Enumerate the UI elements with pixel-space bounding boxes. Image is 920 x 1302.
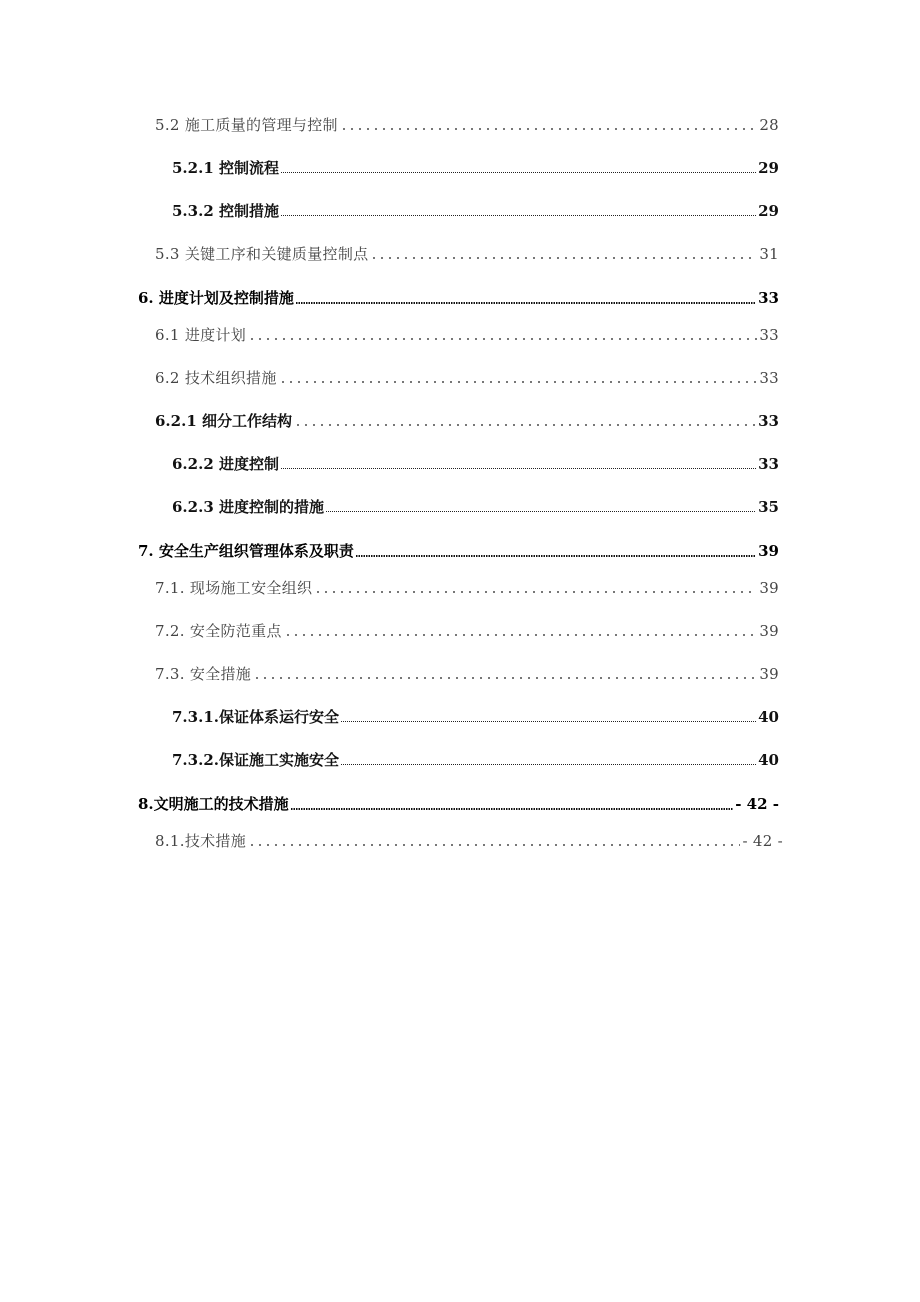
toc-entry[interactable] <box>155 325 779 345</box>
toc-entry-page: 33 <box>758 412 779 430</box>
toc-entry-label: 5.2.1 控制流程 <box>172 159 279 177</box>
toc-entry[interactable] <box>155 664 779 684</box>
toc-entry-label: 6. 进度计划及控制措施 <box>138 289 294 307</box>
toc-entry[interactable] <box>155 621 779 641</box>
toc-leader-dots <box>281 201 756 221</box>
toc-entry-page: 33 <box>759 369 779 387</box>
toc-entry-page: 33 <box>759 326 779 344</box>
toc-entry-label: 7.1. 现场施工安全组织 <box>155 579 313 597</box>
toc-entry-page: 39 <box>759 579 779 597</box>
toc-entry[interactable] <box>138 541 779 561</box>
toc-entry[interactable] <box>172 454 779 474</box>
toc-entry[interactable] <box>155 244 779 264</box>
toc-entry[interactable] <box>172 158 779 178</box>
toc-entry-page: - 42 - <box>742 832 783 850</box>
toc-entry-label: 6.1 进度计划 <box>155 326 247 344</box>
toc-leader-dots <box>281 158 756 178</box>
toc-entry[interactable] <box>138 288 779 308</box>
toc-entry[interactable] <box>172 707 779 727</box>
toc-leader-dots <box>314 578 757 598</box>
toc-entry-page: 29 <box>758 202 779 220</box>
toc-leader-dots <box>248 325 757 345</box>
toc-leader-dots <box>253 664 757 684</box>
toc-entry-label: 7.2. 安全防范重点 <box>155 622 282 640</box>
toc-entry-page: 39 <box>759 622 779 640</box>
toc-entry-label: 5.3 关键工序和关键质量控制点 <box>155 245 369 263</box>
toc-entry[interactable] <box>172 497 779 517</box>
toc-entry-label: 6.2.1 细分工作结构 <box>155 412 292 430</box>
toc-leader-dots <box>370 244 757 264</box>
toc-entry-page: 33 <box>758 455 779 473</box>
toc-entry-page: 33 <box>758 289 779 307</box>
toc-leader-dots <box>284 621 758 641</box>
toc-entry-label: 7.3.2.保证施工实施安全 <box>172 751 339 769</box>
toc-entry-page: 39 <box>759 665 779 683</box>
toc-entry[interactable] <box>138 794 779 814</box>
toc-leader-dots <box>248 831 740 851</box>
toc-entry-page: 35 <box>758 498 779 516</box>
toc-leader-dots <box>294 411 756 431</box>
toc-entry-label: 5.2 施工质量的管理与控制 <box>155 116 338 134</box>
toc-entry-page: 29 <box>758 159 779 177</box>
toc-leader-dots <box>340 115 757 135</box>
toc-leader-dots <box>296 288 756 308</box>
toc-entry-label: 6.2.3 进度控制的措施 <box>172 498 324 516</box>
toc-entry-label: 5.3.2 控制措施 <box>172 202 279 220</box>
toc-entry-page: 40 <box>758 708 779 726</box>
toc-entry-page: 28 <box>759 116 779 134</box>
toc-entry-label: 8.文明施工的技术措施 <box>138 795 289 813</box>
toc-entry[interactable] <box>155 578 779 598</box>
toc-entry-page: 31 <box>759 245 779 263</box>
toc-entry[interactable] <box>155 831 783 851</box>
toc-leader-dots <box>281 454 756 474</box>
toc-entry-page: 40 <box>758 751 779 769</box>
toc-leader-dots <box>356 541 756 561</box>
toc-entry-label: 8.1.技术措施 <box>155 832 247 850</box>
toc-leader-dots <box>341 707 756 727</box>
toc-entry[interactable] <box>172 201 779 221</box>
toc-entry-label: 7.3. 安全措施 <box>155 665 252 683</box>
toc-entry-label: 6.2.2 进度控制 <box>172 455 279 473</box>
toc-leader-dots <box>341 750 756 770</box>
toc-leader-dots <box>291 794 734 814</box>
toc-entry-label: 6.2 技术组织措施 <box>155 369 277 387</box>
toc-leader-dots <box>326 497 756 517</box>
toc-entry[interactable] <box>155 115 779 135</box>
toc-entry-page: 39 <box>758 542 779 560</box>
toc-entry[interactable] <box>155 411 779 431</box>
toc-entry[interactable] <box>172 750 779 770</box>
toc-leader-dots <box>279 368 758 388</box>
toc-entry-label: 7.3.1.保证体系运行安全 <box>172 708 339 726</box>
toc-entry-page: - 42 - <box>735 795 779 813</box>
toc-entry-label: 7. 安全生产组织管理体系及职责 <box>138 542 354 560</box>
toc-entry[interactable] <box>155 368 779 388</box>
